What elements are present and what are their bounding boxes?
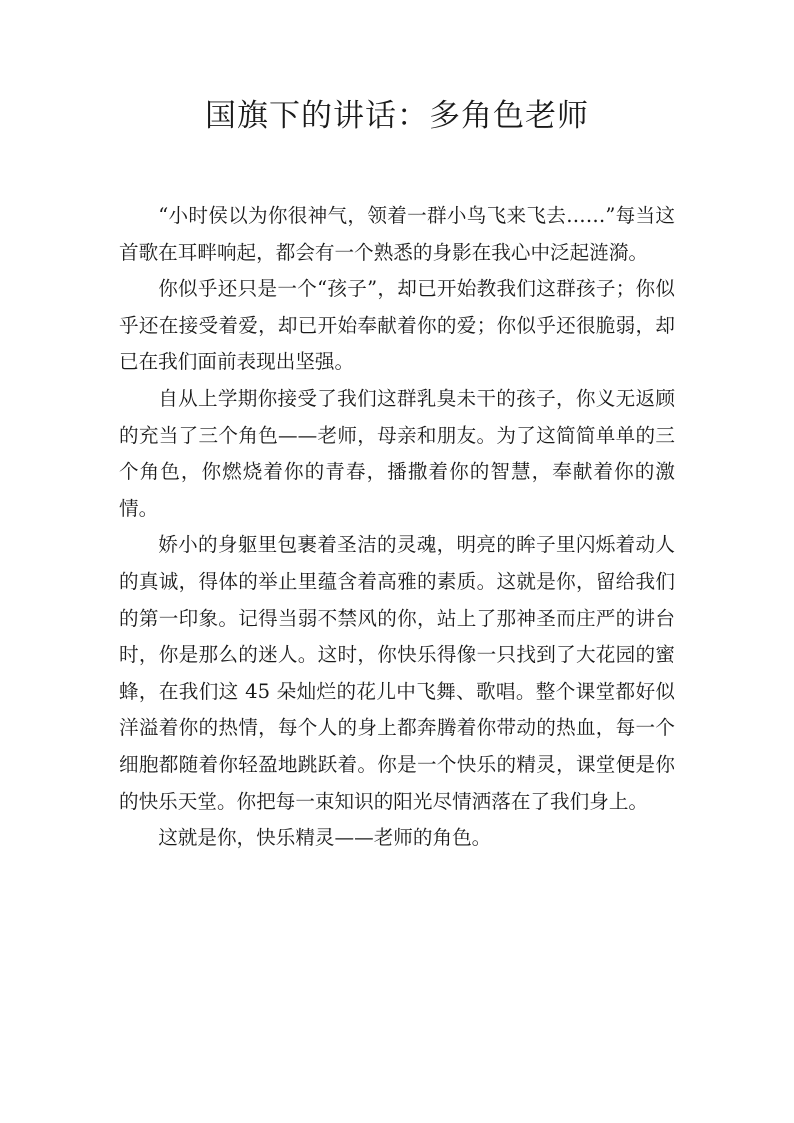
paragraph: 这就是你，快乐精灵——老师的角色。: [158, 826, 492, 850]
paragraph: 你似乎还只是一个“孩子”，却已开始教我们这群孩子；你似乎还在接受着爱，却已开始奉献着你的爱；你似乎还很脆弱，却已在我们面前表现出坚强。: [119, 277, 675, 374]
paragraph: 自从上学期你接受了我们这群乳臭未干的孩子，你义无返顾的充当了三个角色——老师，母亲和朋友。为了这简简单单的三个角色，你燃烧着你的青春，播撒着你的智慧，奉献着你的激情。: [119, 386, 675, 520]
document-title: 国旗下的讲话：多角色老师: [205, 98, 589, 134]
paragraph: “小时侯以为你很神气，领着一群小鸟飞来飞去……”每当这首歌在耳畔响起，都会有一个熟悉的身影在我心中泛起涟漪。: [119, 204, 675, 264]
document-body: [119, 198, 675, 857]
paragraph: 娇小的身躯里包裹着圣洁的灵魂，明亮的眸子里闪烁着动人的真诚，得体的举止里蕴含着高雅的素质。这就是你，留给我们的第一印象。记得当弱不禁风的你，站上了那神圣而庄严的讲台时，你是那么的迷人。这时，你快乐得像一只找到了大花园的蜜蜂，在我们这 45 朵灿烂的花儿中飞舞、歌唱。整个课堂都好似洋溢着你的热情，每个人的身上都奔腾着你带动的热血，每一个细胞都随着你轻盈地跳跃着。你是一个快乐的精灵，课堂便是你的快乐天堂。你把每一束知识的阳光尽情洒落在了我们身上。: [119, 533, 675, 813]
